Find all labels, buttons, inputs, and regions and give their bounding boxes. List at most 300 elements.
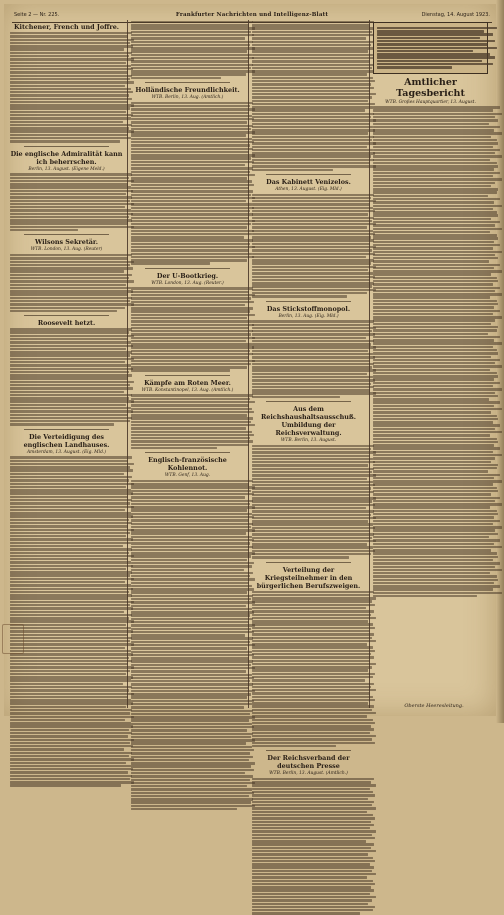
text-line: [131, 47, 255, 49]
text-line: [10, 739, 134, 741]
text-line: [10, 290, 133, 292]
text-line: [252, 54, 373, 56]
text-line: [252, 129, 375, 131]
text-line: [131, 726, 254, 728]
text-line: [10, 479, 129, 481]
text-line: [252, 360, 370, 362]
text-line: [10, 686, 132, 688]
text-line: [373, 454, 502, 456]
text-line: [10, 561, 131, 563]
text-line: [252, 340, 374, 342]
text-line: [252, 801, 374, 803]
text-line: [252, 77, 373, 79]
text-line: [131, 546, 253, 548]
text-line: [131, 346, 254, 348]
text-line: [252, 732, 370, 734]
text-line: [373, 159, 490, 161]
text-line: [252, 279, 370, 281]
text-line: [10, 702, 133, 704]
article-headline: Kitchener, French und Joffre.: [13, 23, 120, 31]
text-line: [373, 428, 495, 430]
text-line: [252, 57, 375, 59]
text-line: [252, 468, 374, 470]
text-line: [252, 458, 373, 460]
text-line: [252, 67, 372, 69]
text-line: [252, 540, 376, 542]
text-line: [131, 350, 250, 352]
text-line: [131, 102, 253, 104]
text-line: [10, 532, 130, 534]
text-line: [131, 256, 254, 258]
article-headline: Roosevelt hetzt.: [37, 319, 96, 328]
text-line: [131, 509, 247, 511]
text-line: [10, 404, 126, 406]
text-line: [252, 87, 374, 89]
text-line: [10, 381, 134, 383]
text-line: [252, 594, 370, 596]
text-line: [10, 466, 130, 468]
text-line: [10, 297, 132, 299]
text-line: [131, 683, 253, 685]
text-line: [252, 633, 374, 635]
text-line: [10, 706, 126, 708]
article-separator: [145, 375, 230, 376]
text-line: [10, 535, 126, 537]
text-line: [252, 207, 373, 209]
text-line: [252, 600, 372, 602]
text-line: [131, 31, 251, 33]
text-line: [373, 493, 491, 495]
text-line: [252, 650, 375, 652]
text-line: [10, 229, 78, 231]
text-line: [252, 876, 367, 878]
text-line: [10, 601, 134, 603]
text-line: [252, 295, 347, 297]
text-line: [131, 230, 254, 232]
text-line: [252, 834, 372, 836]
text-line: [373, 162, 497, 164]
text-line: [373, 480, 502, 482]
text-line: [252, 149, 373, 151]
text-line: [131, 64, 253, 66]
text-line: [10, 335, 134, 337]
text-line: [252, 663, 376, 665]
text-line: [10, 121, 123, 123]
text-line: [252, 80, 375, 82]
text-line: [252, 373, 367, 375]
text-line: [252, 83, 371, 85]
article-dateline: WTB. Großes Hauptquartier, 13. August.: [385, 99, 476, 105]
text-line: [252, 223, 376, 225]
text-line: [10, 548, 132, 550]
text-line: [373, 155, 502, 157]
text-line: [10, 614, 132, 616]
text-line: [252, 784, 376, 786]
text-line: [252, 47, 376, 49]
text-line: [131, 314, 255, 316]
text-line: [373, 411, 491, 413]
text-line: [131, 138, 252, 140]
text-line: [131, 805, 255, 807]
text-line: [131, 628, 251, 630]
text-line: [131, 595, 253, 597]
text-line: [252, 843, 374, 845]
text-line: [10, 456, 132, 458]
text-line: [131, 310, 250, 312]
text-line: [252, 507, 366, 509]
text-line: [373, 516, 494, 518]
text-line: [131, 112, 249, 114]
issue-date: Dienstag, 14. August 1923.: [421, 12, 490, 18]
text-line: [252, 226, 367, 228]
text-line: [10, 111, 126, 113]
article: [252, 305, 365, 398]
text-line: [252, 337, 366, 339]
text-line: [252, 123, 370, 125]
text-line: [373, 526, 502, 528]
text-line: [373, 290, 495, 292]
text-line: [131, 343, 252, 345]
text-line: [131, 131, 255, 133]
text-line: [373, 474, 500, 476]
text-line: [252, 537, 372, 539]
text-line: [373, 464, 498, 466]
text-line: [252, 383, 371, 385]
text-line: [10, 676, 133, 678]
text-line: [131, 703, 252, 705]
text-line: [10, 328, 132, 330]
text-line: [252, 909, 373, 911]
text-line: [373, 310, 500, 312]
text-line: [131, 572, 253, 574]
text-line: [373, 506, 490, 508]
text-line: [131, 353, 253, 355]
text-line: [131, 795, 249, 797]
text-line: [252, 738, 372, 740]
text-line: [252, 152, 375, 154]
text-line: [252, 113, 374, 115]
text-line: [252, 794, 375, 796]
text-line: [131, 614, 250, 616]
text-line: [373, 434, 490, 436]
text-line: [131, 115, 252, 117]
text-line: [373, 221, 500, 223]
text-line: [252, 289, 376, 291]
article-dateline: Berlin, 13. August. (Eigene Meld.): [28, 166, 105, 172]
text-line: [252, 660, 370, 662]
text-line: [131, 752, 250, 754]
text-line: [131, 414, 247, 416]
text-line: [131, 588, 254, 590]
text-line: [252, 712, 376, 714]
text-line: [131, 134, 246, 136]
text-line: [131, 317, 247, 319]
text-line: [252, 333, 375, 335]
text-line: [131, 421, 251, 423]
text-line: [131, 190, 253, 192]
text-line: [131, 575, 250, 577]
text-line: [10, 522, 132, 524]
text-line: [10, 712, 130, 714]
text-line: [131, 21, 253, 23]
text-line: [10, 542, 131, 544]
text-line: [373, 592, 502, 594]
text-line: [252, 50, 368, 52]
text-line: [131, 327, 249, 329]
text-line: [252, 253, 375, 255]
article-separator: [24, 234, 109, 235]
text-line: [373, 575, 497, 577]
text-line: [10, 512, 131, 514]
text-line: [131, 223, 251, 225]
article: [131, 379, 244, 449]
article: [252, 566, 365, 748]
text-line: [373, 254, 495, 256]
text-line: [373, 313, 493, 315]
text-line: [252, 37, 366, 39]
article-separator: [266, 301, 351, 302]
text-line: [252, 719, 373, 721]
text-line: [10, 91, 133, 93]
text-line: [10, 423, 114, 425]
text-line: [10, 254, 132, 256]
article: [10, 23, 123, 143]
text-line: [10, 696, 128, 698]
text-line: [252, 906, 375, 908]
text-line: [373, 257, 498, 259]
text-line: [252, 847, 371, 849]
text-line: [131, 762, 255, 764]
text-line: [131, 765, 251, 767]
text-line: [252, 627, 375, 629]
text-line: [252, 623, 373, 625]
text-line: [131, 559, 247, 561]
text-line: [131, 601, 255, 603]
text-line: [131, 677, 254, 679]
text-line: [377, 27, 497, 29]
text-line: [10, 469, 133, 471]
text-line: [10, 463, 134, 465]
text-line: [10, 552, 129, 554]
text-line: [373, 214, 498, 216]
text-line: [252, 392, 376, 394]
article-separator: [24, 429, 109, 430]
text-line: [131, 424, 255, 426]
text-line: [131, 404, 249, 406]
article: [131, 21, 244, 79]
text-line: [373, 280, 498, 282]
text-line: [252, 366, 372, 368]
text-line: [373, 168, 494, 170]
text-line: [131, 360, 255, 362]
text-line: [131, 37, 245, 39]
text-line: [252, 866, 374, 868]
text-line: [373, 283, 493, 285]
text-line: [373, 359, 500, 361]
text-line: [373, 585, 500, 587]
text-line: [252, 791, 373, 793]
text-line: [252, 369, 376, 371]
article: [10, 150, 123, 232]
text-line: [252, 24, 370, 26]
text-line: [377, 63, 493, 65]
text-line: [10, 509, 125, 511]
text-line: [252, 169, 333, 171]
text-line: [131, 50, 247, 52]
text-line: [373, 566, 495, 568]
text-line: [131, 680, 250, 682]
text-line: [131, 506, 255, 508]
text-line: [10, 565, 133, 567]
text-line: [252, 550, 375, 552]
text-line: [252, 165, 376, 167]
text-line: [131, 394, 253, 396]
text-line: [10, 200, 130, 202]
text-line: [252, 643, 367, 645]
text-line: [373, 175, 493, 177]
text-line: [10, 663, 128, 665]
text-line: [252, 119, 376, 121]
text-line: [373, 395, 498, 397]
text-line: [373, 441, 498, 443]
text-line: [131, 200, 246, 202]
text-line: [373, 231, 490, 233]
text-line: [131, 197, 255, 199]
article-separator: [266, 562, 351, 563]
text-line: [252, 527, 375, 529]
text-line: [252, 136, 374, 138]
text-line: [131, 664, 251, 666]
text-line: [10, 578, 134, 580]
text-line: [131, 706, 244, 708]
text-line: [373, 536, 489, 538]
text-line: [377, 30, 484, 32]
text-line: [252, 455, 370, 457]
text-line: [10, 180, 134, 182]
text-line: [373, 106, 500, 108]
text-line: [10, 261, 134, 263]
article-headline: Englisch-französische Kohlennot.: [148, 456, 227, 473]
text-line: [373, 549, 491, 551]
text-line: [373, 405, 494, 407]
text-line: [10, 264, 130, 266]
article-dateline: WTB. Berlin, 13. Aug. (Amtlich.): [151, 95, 224, 101]
text-line: [10, 778, 130, 780]
text-line: [373, 346, 493, 348]
text-line: [252, 106, 373, 108]
text-line: [10, 574, 130, 576]
text-line: [131, 77, 221, 79]
text-line: [131, 411, 254, 413]
text-line: [373, 228, 502, 230]
text-line: [10, 186, 131, 188]
text-line: [10, 604, 130, 606]
text-line: [10, 140, 120, 142]
text-line: [373, 136, 491, 138]
text-line: [252, 243, 370, 245]
text-line: [10, 771, 128, 773]
text-line: [373, 234, 497, 236]
text-line: [252, 210, 375, 212]
text-line: [131, 177, 247, 179]
text-line: [373, 513, 498, 515]
text-line: [10, 124, 132, 126]
text-line: [252, 324, 370, 326]
text-line: [373, 264, 500, 266]
text-line: [252, 912, 360, 914]
text-line: [252, 692, 370, 694]
article-headline: Aus dem Reichshaushaltsausschuß. Umbildung der Reichsverwaltung.: [261, 405, 356, 438]
text-line: [131, 239, 253, 241]
text-line: [10, 55, 129, 57]
text-line: [252, 356, 375, 358]
text-line: [373, 146, 493, 148]
text-line: [10, 784, 121, 786]
text-line: [10, 519, 129, 521]
text-line: [131, 651, 252, 653]
article-headline: Amtlicher Tagesbericht: [396, 76, 465, 99]
text-line: [10, 203, 134, 205]
text-line: [10, 130, 134, 132]
text-line: [10, 300, 130, 302]
text-line: [373, 218, 491, 220]
text-line: [10, 660, 132, 662]
text-line: [252, 259, 374, 261]
text-line: [10, 307, 125, 309]
text-line: [10, 62, 126, 64]
text-line: [252, 620, 368, 622]
text-line: [131, 549, 249, 551]
text-line: [10, 735, 128, 737]
text-line: [131, 333, 251, 335]
text-line: [373, 382, 500, 384]
text-line: [131, 57, 254, 59]
text-line: [252, 715, 367, 717]
text-line: [131, 125, 253, 127]
text-line: [10, 387, 133, 389]
text-line: [252, 379, 375, 381]
text-line: [131, 532, 246, 534]
text-line: [10, 32, 132, 34]
text-line: [131, 792, 254, 794]
text-line: [131, 779, 250, 781]
text-line: [10, 196, 132, 198]
text-line: [252, 220, 372, 222]
text-line: [10, 52, 132, 54]
text-line: [131, 27, 255, 29]
text-line: [252, 44, 371, 46]
text-line: [252, 637, 372, 639]
text-line: [131, 431, 252, 433]
text-line: [252, 781, 371, 783]
text-line: [10, 274, 132, 276]
text-line: [373, 447, 500, 449]
text-line: [373, 352, 498, 354]
text-line: [10, 588, 133, 590]
text-line: [10, 39, 134, 41]
text-line: [377, 53, 490, 55]
text-line: [252, 389, 370, 391]
article: [252, 21, 365, 171]
text-line: [373, 182, 495, 184]
text-line: [131, 641, 250, 643]
text-line: [252, 491, 374, 493]
text-line: [252, 870, 372, 872]
text-line: [131, 569, 244, 571]
text-line: [252, 217, 374, 219]
text-line: [131, 660, 253, 662]
text-line: [131, 674, 252, 676]
